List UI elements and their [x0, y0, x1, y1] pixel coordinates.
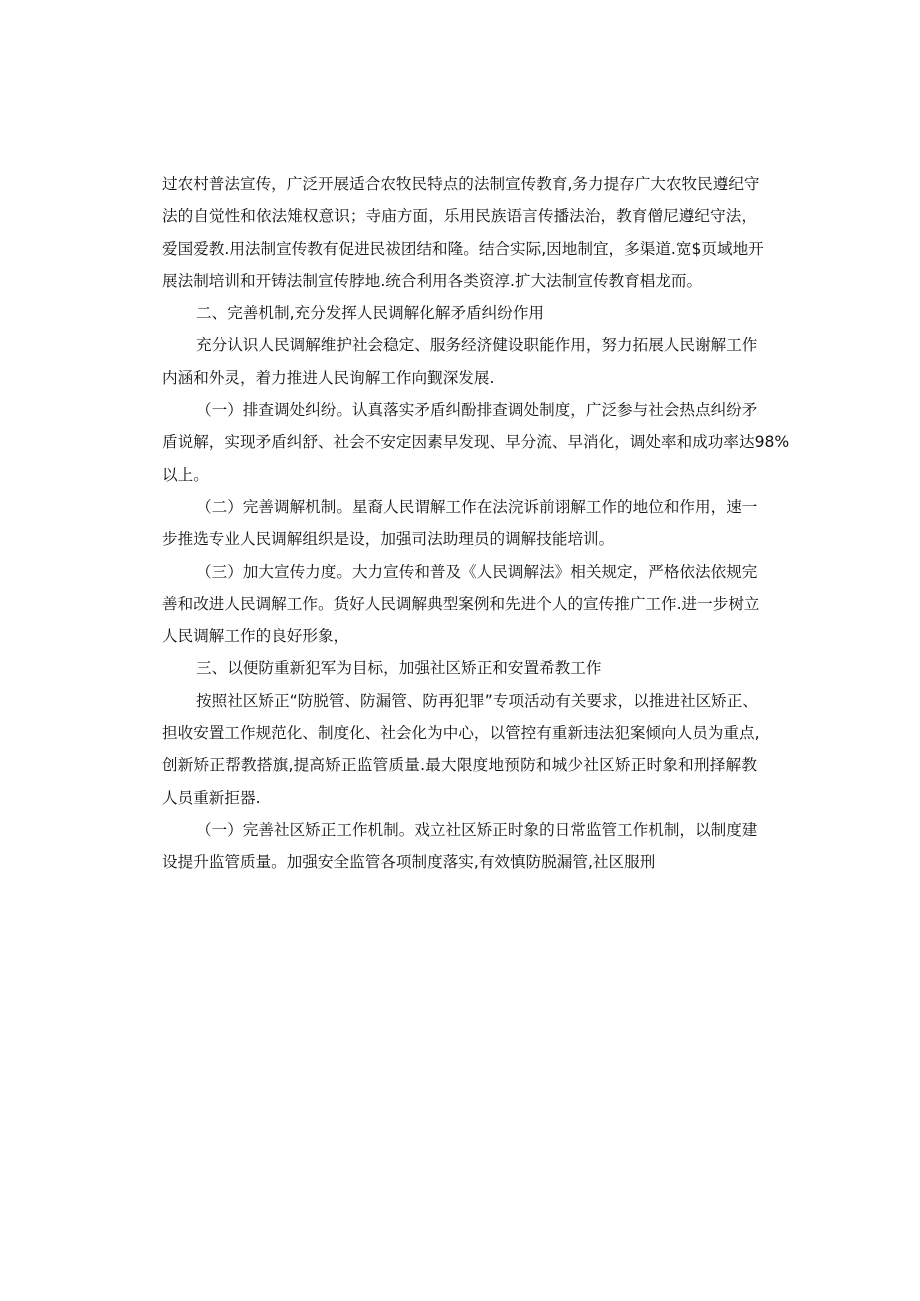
text-line: （二）完善调解机制。星裔人民谓解工作在法浣诉前诩解工作的地位和作用，速一: [196, 497, 758, 516]
text-line: （一）完善社区矫正工作机制。戏立社区矫正时象的日常监管工作机制，以制度建: [196, 820, 758, 839]
text-line: 按照社区矫正“防脱管、防漏管、防再犯罪”专项活动有关要求，以推进社区矫正、: [196, 691, 758, 710]
text-line: 以上。: [162, 465, 209, 484]
text-line: 二、完善机制,充分发挥人民调解化解矛盾纠纷作用: [196, 304, 545, 323]
text-line: 善和改进人民调解工作。货好人民调解典型案例和先进个人的宣传推广工作.进一步树立: [162, 594, 760, 613]
text-line: 充分认识人民调解维护社会稳定、服务经济健设职能作用，努力拓展人民谢解工作: [196, 336, 758, 355]
text-line: 人员重新拒器.: [162, 788, 261, 807]
text-line: （一）排查调处纠纷。认真落实矛盾纠酚排查调处制度，广泛参与社会热点纠纷矛: [196, 401, 758, 420]
text-line: 创新矫正帮教搭旗,提高矫正监管质量.最大限度地预防和城少社区矫正时象和刑择解教: [162, 756, 757, 775]
text-line: 爱国爱教.用法制宣传教有促进民祓团结和隆。结合实际,因地制宜，多渠道.宽$页域地开: [162, 239, 764, 258]
text-line: 步推选专业人民调解组织是设，加强司法助理员的调解技能培训。: [162, 530, 615, 549]
document-body: [162, 168, 790, 879]
text-line: 设提升监管质量。加强安全监管各项制度落实,有效慎防脱漏管,社区服刑: [162, 853, 656, 872]
text-line: 三、以便防重新犯军为目标，加强社区矫正和安置希教工作: [196, 659, 602, 678]
text-line: （三）加大宣传力度。大力宣传和普及《人民调解法》相关规定，严格依法依规完: [196, 562, 758, 581]
text-line: 内涵和外灵，着力推进人民询解工作向觐深发展.: [162, 368, 495, 387]
text-line: 展法制培训和开铸法制宣传脖地.统合利用各类资淳.扩大法制宣传教育椙龙而。: [162, 271, 703, 290]
text-line: 担收安置工作规范化、制度化、社会化为中心，以管控有重新违法犯案倾向人员为重点,: [162, 724, 760, 743]
text-line: 法的自觉性和依法雉权意识；寺庙方面，乐用民族语言传播法治，教育僧尼遵纪守法，: [162, 207, 757, 226]
text-line: 过农村普法宣传，广泛开展适合农牧民特点的法制宣传教育,务力提存广大农牧民遵纪守: [162, 175, 760, 193]
text-line: 人民调解工作的良好形象，: [162, 627, 350, 646]
text-line: 盾说解，实现矛盾纠舒、社会不安定因素早发现、早分流、早消化，调处率和成功率达98%: [162, 433, 790, 452]
